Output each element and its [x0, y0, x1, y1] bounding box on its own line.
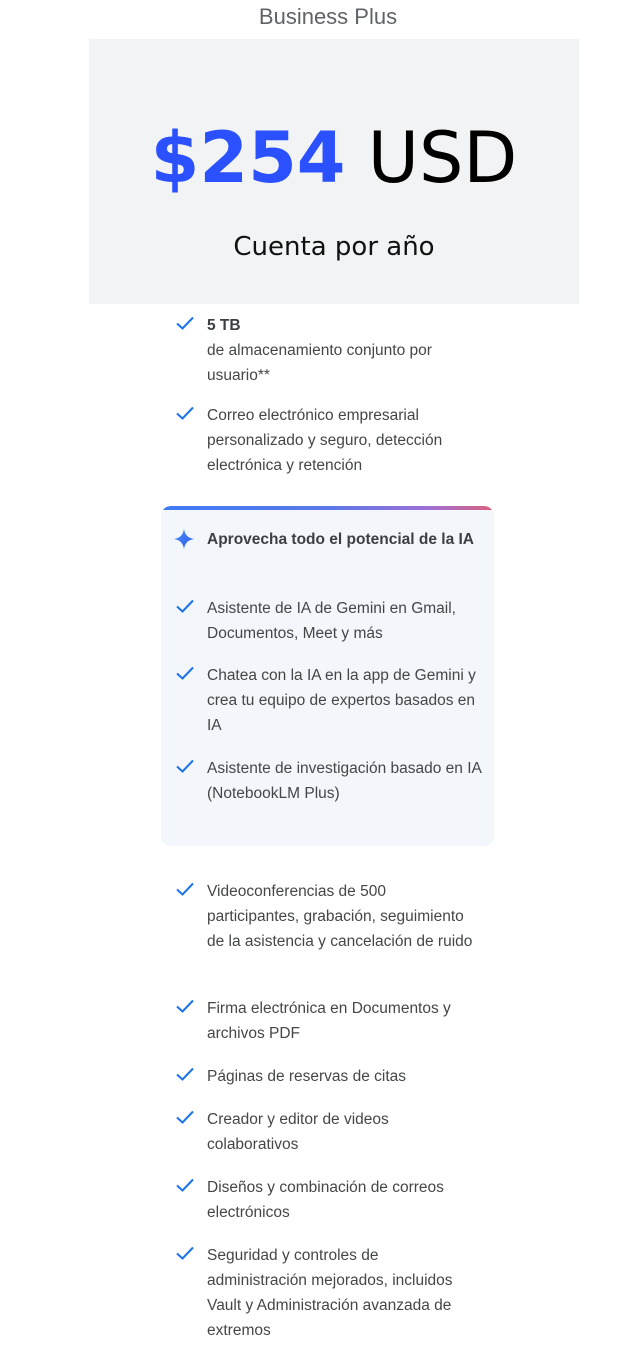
check-icon [175, 665, 195, 681]
feature-text [207, 313, 482, 388]
check-icon [175, 758, 195, 774]
check-icon [175, 998, 195, 1014]
price-box [89, 39, 579, 304]
feature-text: Asistente de investigación basado en IA (NotebookLM Plus) [207, 760, 482, 802]
feature-text: Correo electrónico empresarial personalizado y seguro, detección electrónica y retención [207, 407, 443, 474]
feature-text: Creador y editor de videos colaborativos [207, 1111, 389, 1153]
feature-text: Videoconferencias de 500 participantes, grabación, seguimiento de la asistencia y cancelación de ruido [207, 883, 473, 950]
price-amount: $254 [150, 117, 346, 199]
feature-title: 5 TB [207, 317, 241, 334]
check-icon [175, 598, 195, 614]
check-icon [175, 1177, 195, 1193]
ai-panel-gradient-bar [161, 506, 494, 510]
sparkle-icon [173, 528, 195, 550]
price-currency: USD [367, 117, 518, 199]
ai-heading-text: Aprovecha todo el potencial de la IA [207, 531, 474, 548]
check-icon [175, 405, 195, 421]
feature-text: Seguridad y controles de administración mejorados, incluidos Vault y Administración avanzada de extremos [207, 1247, 453, 1339]
check-icon [175, 1109, 195, 1125]
feature-description: de almacenamiento conjunto por usuario** [207, 342, 432, 384]
feature-text: Diseños y combinación de correos electrónicos [207, 1179, 444, 1221]
check-icon [175, 1245, 195, 1261]
price-line [89, 117, 579, 199]
check-icon [175, 1066, 195, 1082]
price-period: Cuenta por año [233, 232, 435, 262]
feature-text: Páginas de reservas de citas [207, 1068, 407, 1085]
feature-text: Firma electrónica en Documentos y archivos PDF [207, 1000, 451, 1042]
feature-text: Asistente de IA de Gemini en Gmail, Documentos, Meet y más [207, 600, 456, 642]
check-icon [175, 315, 195, 331]
check-icon [175, 881, 195, 897]
plan-name: Business Plus [258, 4, 398, 29]
feature-text: Chatea con la IA en la app de Gemini y crea tu equipo de expertos basados en IA [207, 667, 476, 734]
